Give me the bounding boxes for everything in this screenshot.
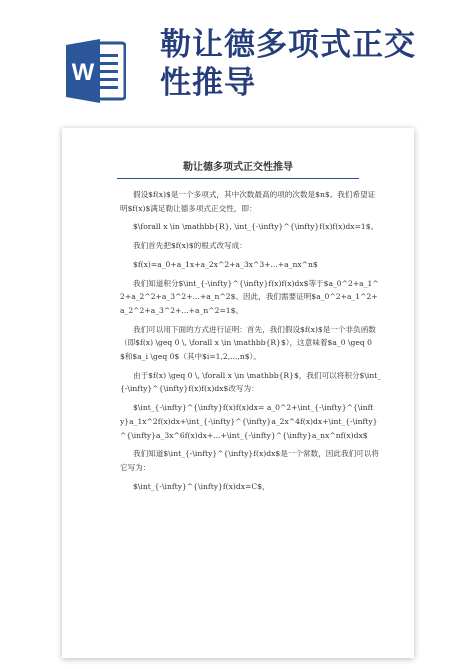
paragraph: 我们可以用下面的方式进行证明：首先，我们假设$f(x)$是一个非负函数（即$f(x) \geq 0 \, \forall x \in \mathbb{R}$），这意味着$a_0 \geq 0$和$a_i \geq 0$（其中$i=1,2,...,n$）。 (120, 324, 376, 362)
paragraph: $\forall x \in \mathbb{R}, \int_{-\infty}^{\infty}f(x)f(x)dx=1$。 (133, 222, 379, 232)
heading-rule (117, 178, 359, 179)
paragraph: $f(x)=a_0+a_1x+a_2x^2+a_3x^3+...+a_nx^n$ (133, 259, 318, 269)
paragraph: 我们知道积分$\int_{-\infty}^{\infty}f(x)f(x)dx$等于$a_0^2+a_1^2+a_2^2+a_3^2+...+a_n^2$。因此，我们需要证明$a_0^2+a_1^2+a_2^2+a_3^2+...+a_n^2=1$。 (120, 278, 379, 315)
document-title-line-1: 勒让德多项式正交 (160, 27, 416, 63)
paragraph: 假设$f(x)$是一个多项式，其中次数最高的项的次数是$n$。我们希望证明$f(x)$满足勒让德多项式正交性，即： (120, 190, 376, 213)
word-logo-icon (66, 37, 126, 105)
page-heading: 勒让德多项式正交性推导 (183, 162, 293, 173)
paragraph: 我们知道$\int_{-\infty}^{\infty}f(x)dx$是一个常数，因此我们可以将它写为： (120, 449, 379, 472)
document-title-line-2: 性推导 (160, 65, 256, 101)
paragraph: 我们首先把$f(x)$的根式改写成： (133, 241, 247, 251)
document-body (120, 188, 382, 493)
paragraph: $\int_{-\infty}^{\infty}f(x)f(x)dx= a_0^2+\int_{-\infty}^{\infty}a_1x^2f(x)dx+\int_{-\infty}^{\infty}a_2x^4f(x)dx+\int_{-\infty}^{\infty}a_3x^6f(x)dx+...+\int_{-\infty}^{\infty}a_nx^nf(x)dx$ (120, 403, 378, 440)
paragraph: $\int_{-\infty}^{\infty}f(x)dx=C$， (133, 481, 270, 491)
document-title (160, 26, 460, 102)
document-page (62, 128, 414, 658)
paragraph: 由于$f(x) \geq 0 \, \forall x \in \mathbb{R}$，我们可以将积分$\int_{-\infty}^{\infty}f(x)f(x)dx$改写为： (120, 370, 382, 394)
svg-text:W: W (71, 59, 95, 86)
